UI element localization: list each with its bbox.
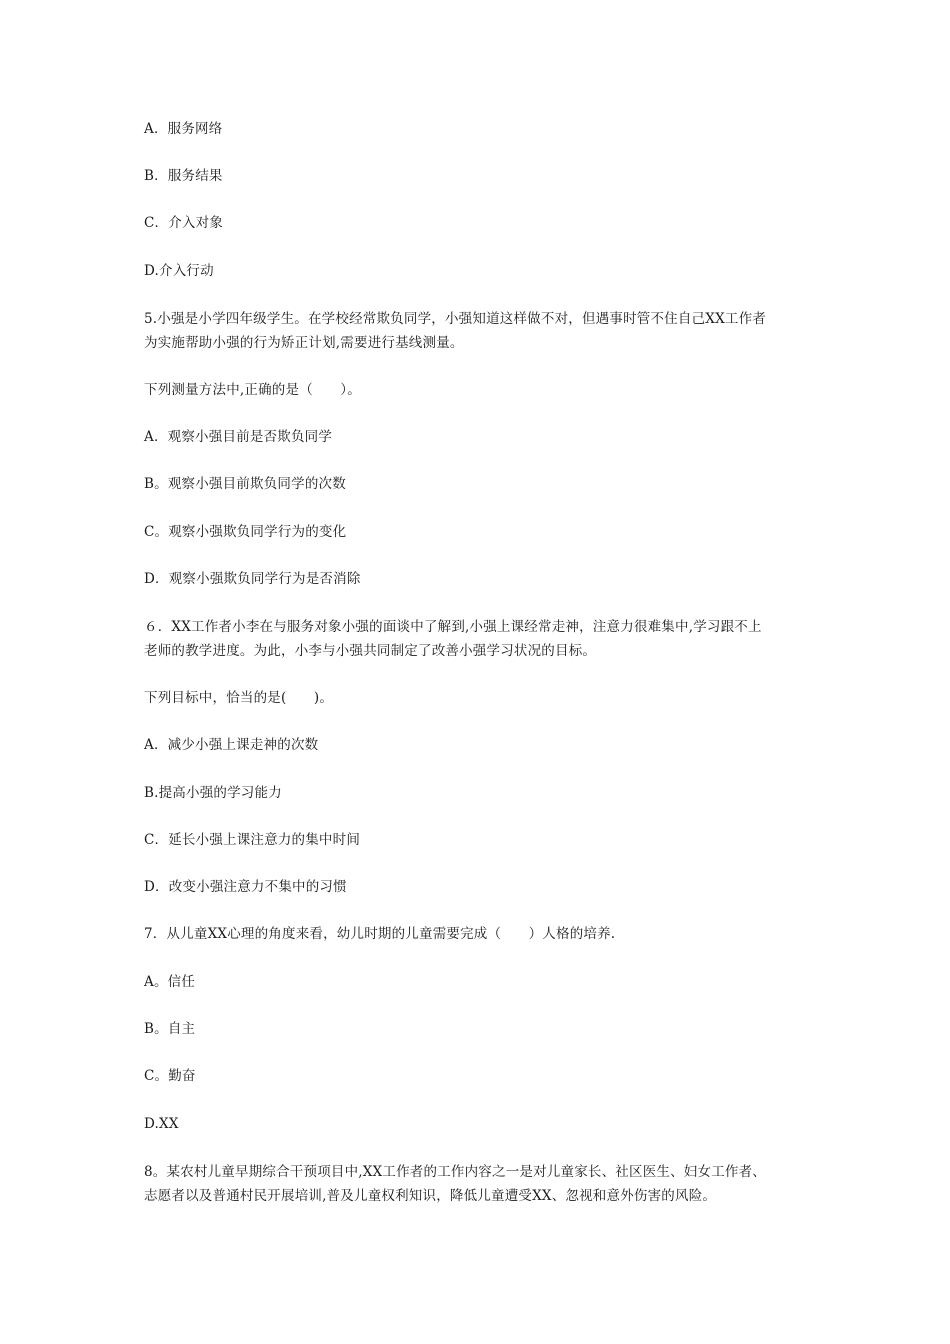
q6-option-a: A．减少小强上课走神的次数 bbox=[144, 737, 319, 753]
q4-option-a: A．服务网络 bbox=[144, 121, 223, 137]
q6-option-d: D．改变小强注意力不集中的习惯 bbox=[144, 879, 347, 895]
q8-stem bbox=[144, 1160, 824, 1208]
q4-option-b: B．服务结果 bbox=[144, 168, 223, 184]
q4-option-d: D.介入行动 bbox=[144, 263, 214, 279]
q7-option-b: B。自主 bbox=[144, 1021, 196, 1037]
q6-option-b: B.提高小强的学习能力 bbox=[144, 785, 282, 801]
q5-option-c: C。观察小强欺负同学行为的变化 bbox=[144, 524, 347, 540]
q5-option-b: B。观察小强目前欺负同学的次数 bbox=[144, 476, 346, 492]
q8-stem-line1: 8。某农村儿童早期综合干预项目中,XX工作者的工作内容之一是对儿童家长、社区医生、妇女工作者、 bbox=[144, 1164, 767, 1180]
q7-option-a: A。信任 bbox=[144, 974, 196, 990]
q5-option-d: D．观察小强欺负同学行为是否消除 bbox=[144, 571, 361, 587]
q5-stem bbox=[144, 307, 824, 355]
q5-stem-line2: 为实施帮助小强的行为矫正计划,需要进行基线测量。 bbox=[144, 335, 464, 351]
q5-prompt: 下列测量方法中,正确的是（ ）。 bbox=[144, 382, 361, 398]
q4-option-c: C．介入对象 bbox=[144, 215, 224, 231]
q5-stem-line1: 5.小强是小学四年级学生。在学校经常欺负同学，小强知道这样做不对，但遇事时管不住自己XX工作者 bbox=[144, 311, 767, 327]
q8-stem-line2: 志愿者以及普通村民开展培训,普及儿童权利知识，降低儿童遭受XX、忽视和意外伤害的风险。 bbox=[144, 1188, 717, 1204]
q5-option-a: A．观察小强目前是否欺负同学 bbox=[144, 429, 333, 445]
q6-stem-line1: ６．XX工作者小李在与服务对象小强的面谈中了解到,小强上课经常走神，注意力很难集中,学习跟不上 bbox=[144, 619, 762, 635]
q7-option-c: C。勤奋 bbox=[144, 1068, 196, 1084]
q7-option-d: D.XX bbox=[144, 1116, 179, 1132]
q6-stem-line2: 老师的教学进度。为此，小李与小强共同制定了改善小强学习状况的目标。 bbox=[144, 643, 597, 659]
q6-option-c: C．延长小强上课注意力的集中时间 bbox=[144, 832, 361, 848]
q7-stem: 7．从儿童XX心理的角度来看，幼儿时期的儿童需要完成（ ）人格的培养. bbox=[144, 926, 616, 942]
q6-prompt: 下列目标中，恰当的是( )。 bbox=[144, 690, 334, 706]
q6-stem bbox=[144, 615, 824, 663]
